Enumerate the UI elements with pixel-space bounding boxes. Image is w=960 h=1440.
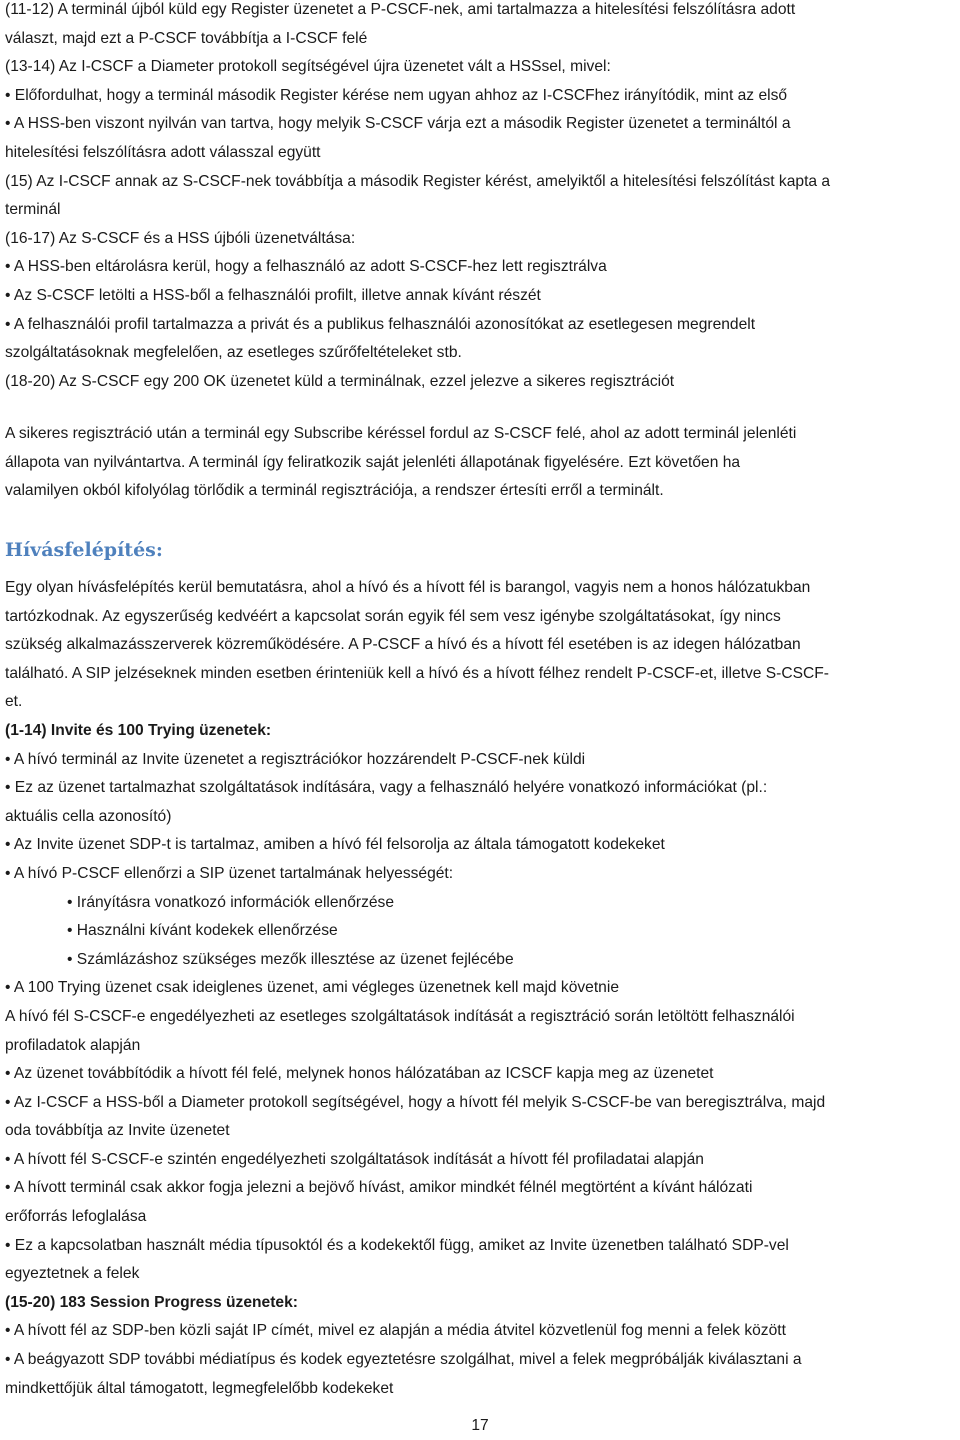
text-line: A sikeres regisztráció után a terminál egy Subscribe kéréssel fordul az S-CSCF felé, ahol az adott terminál jelenléti (5, 425, 797, 442)
bullet-line: • A 100 Trying üzenet csak ideiglenes üzenet, ami végleges üzenetnek kell majd követnie (5, 979, 619, 997)
bullet-line: • A hívott fél az SDP-ben közli saját IP címét, mivel ez alapján a média átvitel közvetlenül fog menni a felek között (5, 1322, 786, 1340)
text-line: mindkettőjük által támogatott, legmegfelelőbb kodekeket (5, 1379, 394, 1397)
text-line: oda továbbítja az Invite üzenetet (5, 1122, 230, 1140)
bullet-line: • A hívott terminál csak akkor fogja jelezni a bejövő hívást, amikor mindkét félnél megtörtént a kívánt hálózati (5, 1179, 753, 1197)
text-line: terminál (5, 201, 61, 219)
text-line: erőforrás lefoglalása (5, 1208, 147, 1226)
sub-bullet-line: • Irányításra vonatkozó információk ellenőrzése (67, 893, 395, 911)
text-line: hitelesítési felszólításra adott válasszal együtt (5, 143, 321, 161)
bullet-line: • Ez a kapcsolatban használt média típusoktól és a kodekektől függ, amiket az Invite üzenetben található SDP-vel (5, 1236, 789, 1254)
text-line: Egy olyan hívásfelépítés kerül bemutatásra, ahol a hívó és a hívott fél is barangol, vagyis nem a honos hálózatukban (5, 579, 811, 596)
bullet-line: • A HSS-ben eltárolásra kerül, hogy a felhasználó az adott S-CSCF-hez lett regisztrálva (5, 258, 607, 276)
bullet-line: • A HSS-ben viszont nyilván van tartva, hogy melyik S-CSCF várja ezt a második Register üzenetet a termináltól a (5, 115, 791, 133)
section-heading: Hívásfelépítés: (5, 539, 163, 561)
bullet-line: • Ez az üzenet tartalmazhat szolgáltatások indítására, vagy a felhasználó helyére vonatkozó információkat (pl.: (5, 779, 768, 797)
text-line: (15) Az I-CSCF annak az S-CSCF-nek továbbítja a második Register kérést, amelyiktől a hitelesítési felszólítást kapta a (5, 172, 831, 190)
registration-steps-section (5, 0, 954, 396)
bullet-line: • A hívott fél S-CSCF-e szintén engedélyezheti szolgáltatások indítását a hívott fél profiladatai alapján (5, 1150, 704, 1168)
bullet-line: • Az Invite üzenet SDP-t is tartalmaz, amiben a hívó fél felsorolja az általa támogatott kodekeket (5, 836, 665, 854)
bullet-line: • A felhasználói profil tartalmazza a privát és a publikus felhasználói azonosítókat az esetlegesen megrendelt (5, 315, 756, 333)
bullet-line: • Előfordulhat, hogy a terminál második Register kérése nem ugyan ahhoz az I-CSCFhez irányítódik, mint az első (5, 86, 788, 104)
text-line: egyeztetnek a felek (5, 1265, 140, 1283)
text-line: (16-17) Az S-CSCF és a HSS újbóli üzenetváltása: (5, 229, 356, 247)
text-line: tartózkodnak. Az egyszerűség kedvéért a kapcsolat során egyik fél sem vesz igénybe szolgáltatásokat, így nincs (5, 607, 781, 625)
text-line: választ, majd ezt a P-CSCF továbbítja a I-CSCF felé (5, 29, 368, 47)
bullet-line: • Az üzenet továbbítódik a hívott fél felé, melynek honos hálózatában az ICSCF kapja meg az üzenetet (5, 1065, 714, 1083)
text-line: szükség alkalmazásszerverek közreműködésére. A P-CSCF a hívó és a hívott fél esetében is az idegen hálózatban (5, 636, 801, 654)
text-line: található. A SIP jelzéseknek minden esetben érinteniük kell a hívó és a hívott félhez rendelt P-CSCF-et, illetve S-CSCF- (5, 664, 829, 682)
call-setup-section (5, 574, 954, 1403)
text-line: állapota van nyilvántartva. A terminál így feliratkozik saját jelenléti állapotának figyelésére. Ezt követően ha (5, 453, 741, 471)
bullet-line: • A beágyazott SDP további médiatípus és kodek egyeztetésre szolgálhat, mivel a felek megpróbálják kiválasztani a (5, 1351, 802, 1369)
text-line: (11-12) A terminál újból küld egy Register üzenetet a P-CSCF-nek, ami tartalmazza a hitelesítési felszólításra adott (5, 1, 796, 18)
text-line: aktuális cella azonosító) (5, 807, 172, 825)
text-line: valamilyen okból kifolyólag törlődik a terminál regisztrációja, a rendszer értesíti erről a terminált. (5, 482, 664, 500)
subheading-session-progress: (15-20) 183 Session Progress üzenetek: (5, 1293, 298, 1311)
text-line: szolgáltatásoknak megfelelően, az esetleges szűrőfeltételeket stb. (5, 344, 462, 362)
bullet-line: • A hívó P-CSCF ellenőrzi a SIP üzenet tartalmának helyességét: (5, 864, 454, 882)
bullet-line: • A hívó terminál az Invite üzenetet a regisztrációkor hozzárendelt P-CSCF-nek küldi (5, 750, 586, 768)
text-line: (13-14) Az I-CSCF a Diameter protokoll segítségével újra üzenetet vált a HSSsel, mivel: (5, 58, 611, 76)
text-line: profiladatok alapján (5, 1036, 141, 1054)
bullet-line: • Az S-CSCF letölti a HSS-ből a felhasználói profilt, illetve annak kívánt részét (5, 286, 541, 304)
sub-bullet-line: • Használni kívánt kodekek ellenőrzése (67, 922, 338, 940)
subscribe-paragraph (5, 420, 954, 506)
subheading-invite: (1-14) Invite és 100 Trying üzenetek: (5, 721, 272, 739)
sub-bullet-line: • Számlázáshoz szükséges mezők illesztése az üzenet fejlécébe (67, 950, 514, 968)
bullet-line: • Az I-CSCF a HSS-ből a Diameter protokoll segítségével, hogy a hívott fél melyik S-CSCF-be van beregisztrálva, majd (5, 1093, 826, 1111)
page-number: 17 (471, 1417, 489, 1434)
text-line: (18-20) Az S-CSCF egy 200 OK üzenetet küld a terminálnak, ezzel jelezve a sikeres regisztrációt (5, 372, 675, 390)
text-line: et. (5, 693, 23, 711)
text-line: A hívó fél S-CSCF-e engedélyezheti az esetleges szolgáltatások indítását a regisztráció során letöltött felhasználói (5, 1007, 795, 1025)
